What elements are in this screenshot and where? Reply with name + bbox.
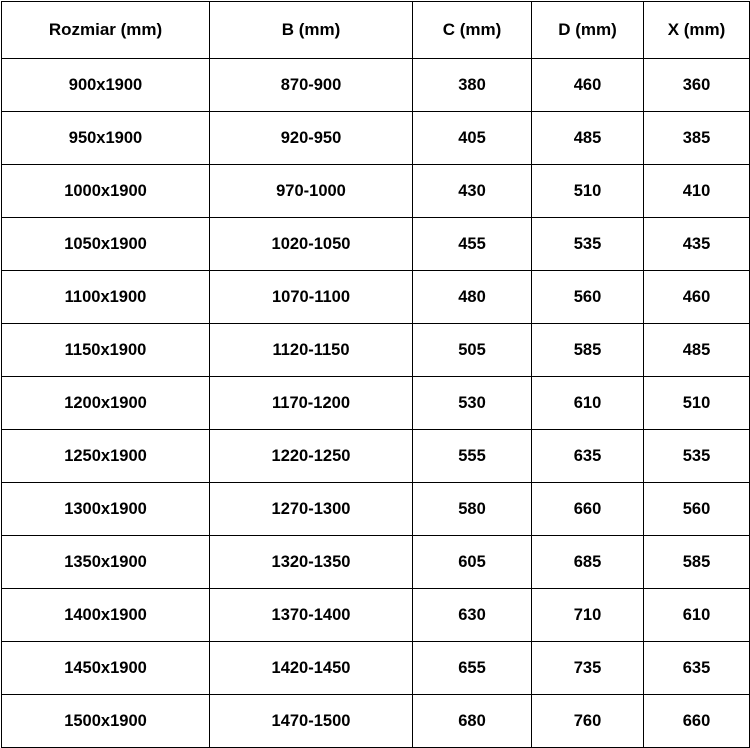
- cell-c: 405: [413, 112, 532, 165]
- cell-c: 530: [413, 377, 532, 430]
- cell-c: 680: [413, 695, 532, 748]
- cell-d: 560: [532, 271, 644, 324]
- table-row: [2, 165, 750, 218]
- cell-b: 1020-1050: [210, 218, 413, 271]
- cell-x: 560: [644, 483, 750, 536]
- cell-d: 635: [532, 430, 644, 483]
- column-header-x: X (mm): [644, 2, 750, 59]
- cell-d: 760: [532, 695, 644, 748]
- cell-size: 1300x1900: [2, 483, 210, 536]
- cell-d: 735: [532, 642, 644, 695]
- cell-x: 635: [644, 642, 750, 695]
- cell-c: 505: [413, 324, 532, 377]
- cell-c: 605: [413, 536, 532, 589]
- column-header-c: C (mm): [413, 2, 532, 59]
- cell-x: 460: [644, 271, 750, 324]
- cell-x: 410: [644, 165, 750, 218]
- table-body: [2, 59, 750, 748]
- column-header-b: B (mm): [210, 2, 413, 59]
- cell-d: 460: [532, 59, 644, 112]
- cell-d: 535: [532, 218, 644, 271]
- cell-x: 510: [644, 377, 750, 430]
- cell-c: 555: [413, 430, 532, 483]
- cell-d: 685: [532, 536, 644, 589]
- cell-x: 485: [644, 324, 750, 377]
- table-row: [2, 218, 750, 271]
- cell-c: 430: [413, 165, 532, 218]
- cell-x: 535: [644, 430, 750, 483]
- table-row: [2, 324, 750, 377]
- cell-b: 1070-1100: [210, 271, 413, 324]
- cell-b: 1370-1400: [210, 589, 413, 642]
- cell-d: 585: [532, 324, 644, 377]
- table-row: [2, 112, 750, 165]
- cell-d: 660: [532, 483, 644, 536]
- cell-b: 1120-1150: [210, 324, 413, 377]
- cell-c: 380: [413, 59, 532, 112]
- cell-b: 920-950: [210, 112, 413, 165]
- cell-size: 950x1900: [2, 112, 210, 165]
- cell-size: 1150x1900: [2, 324, 210, 377]
- cell-d: 710: [532, 589, 644, 642]
- cell-b: 1270-1300: [210, 483, 413, 536]
- cell-size: 1500x1900: [2, 695, 210, 748]
- cell-d: 485: [532, 112, 644, 165]
- table-row: [2, 377, 750, 430]
- cell-c: 480: [413, 271, 532, 324]
- table-row: [2, 483, 750, 536]
- cell-c: 580: [413, 483, 532, 536]
- cell-b: 970-1000: [210, 165, 413, 218]
- table-row: [2, 642, 750, 695]
- dimensions-table: [1, 1, 750, 748]
- table-row: [2, 271, 750, 324]
- cell-b: 1170-1200: [210, 377, 413, 430]
- cell-b: 1470-1500: [210, 695, 413, 748]
- column-header-rozmiar: Rozmiar (mm): [2, 2, 210, 59]
- cell-size: 1450x1900: [2, 642, 210, 695]
- table-row: [2, 430, 750, 483]
- cell-x: 385: [644, 112, 750, 165]
- cell-size: 1050x1900: [2, 218, 210, 271]
- table-row: [2, 589, 750, 642]
- cell-size: 1400x1900: [2, 589, 210, 642]
- cell-d: 510: [532, 165, 644, 218]
- cell-c: 455: [413, 218, 532, 271]
- cell-size: 900x1900: [2, 59, 210, 112]
- cell-size: 1350x1900: [2, 536, 210, 589]
- table-row: [2, 536, 750, 589]
- column-header-d: D (mm): [532, 2, 644, 59]
- table-row: [2, 695, 750, 748]
- table-header: [2, 2, 750, 59]
- table-header-row: [2, 2, 750, 59]
- cell-d: 610: [532, 377, 644, 430]
- cell-size: 1100x1900: [2, 271, 210, 324]
- cell-b: 1320-1350: [210, 536, 413, 589]
- cell-size: 1200x1900: [2, 377, 210, 430]
- cell-x: 585: [644, 536, 750, 589]
- table-row: [2, 59, 750, 112]
- cell-size: 1000x1900: [2, 165, 210, 218]
- cell-c: 630: [413, 589, 532, 642]
- cell-size: 1250x1900: [2, 430, 210, 483]
- cell-b: 1420-1450: [210, 642, 413, 695]
- cell-c: 655: [413, 642, 532, 695]
- cell-x: 435: [644, 218, 750, 271]
- cell-x: 660: [644, 695, 750, 748]
- size-table-sheet: [0, 1, 750, 738]
- cell-b: 870-900: [210, 59, 413, 112]
- cell-x: 360: [644, 59, 750, 112]
- cell-x: 610: [644, 589, 750, 642]
- cell-b: 1220-1250: [210, 430, 413, 483]
